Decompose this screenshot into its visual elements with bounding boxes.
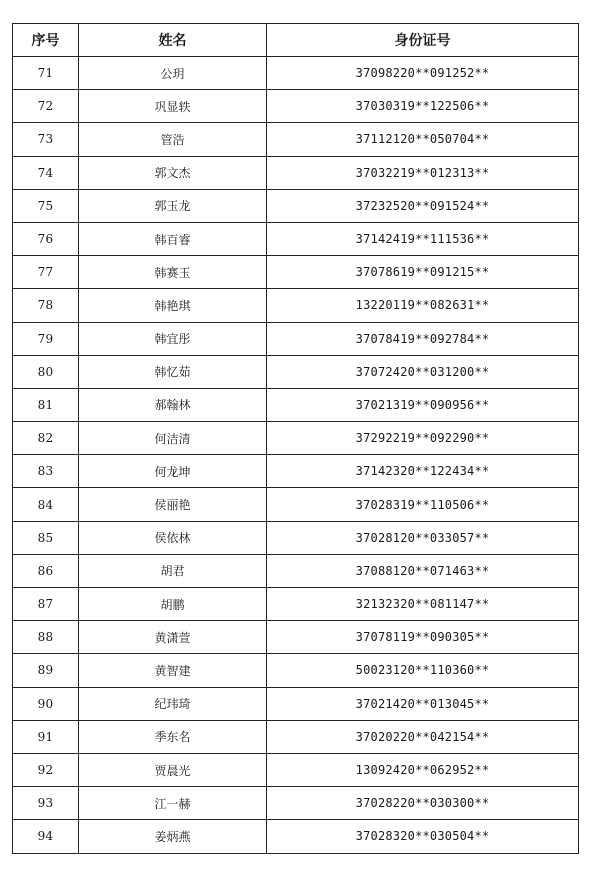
id-number-cell: 37021319**090956** bbox=[267, 388, 579, 421]
table-row bbox=[13, 90, 579, 123]
serial-number-cell: 87 bbox=[13, 588, 79, 621]
name-cell: 何龙坤 bbox=[79, 455, 267, 488]
table-row bbox=[13, 621, 579, 654]
id-number-cell: 37088120**071463** bbox=[267, 554, 579, 587]
serial-number-cell: 94 bbox=[13, 820, 79, 853]
name-cell: 郝翰林 bbox=[79, 388, 267, 421]
id-number-cell: 37142320**122434** bbox=[267, 455, 579, 488]
id-number-cell: 37021420**013045** bbox=[267, 687, 579, 720]
serial-number-cell: 80 bbox=[13, 355, 79, 388]
serial-number-cell: 90 bbox=[13, 687, 79, 720]
name-cell: 公玥 bbox=[79, 57, 267, 90]
serial-number-cell: 73 bbox=[13, 123, 79, 156]
id-number-cell: 37028220**030300** bbox=[267, 787, 579, 820]
name-cell: 姜炳燕 bbox=[79, 820, 267, 853]
id-number-cell: 37232520**091524** bbox=[267, 189, 579, 222]
table-header bbox=[13, 24, 579, 57]
table-row bbox=[13, 720, 579, 753]
id-number-cell: 37142419**111536** bbox=[267, 222, 579, 255]
name-cell: 江一赫 bbox=[79, 787, 267, 820]
table-row bbox=[13, 654, 579, 687]
id-number-cell: 37078419**092784** bbox=[267, 322, 579, 355]
table-body bbox=[13, 57, 579, 854]
serial-number-cell: 88 bbox=[13, 621, 79, 654]
serial-number-cell: 77 bbox=[13, 256, 79, 289]
name-cell: 郭玉龙 bbox=[79, 189, 267, 222]
header-name: 姓名 bbox=[79, 24, 267, 57]
table-row bbox=[13, 455, 579, 488]
table-row bbox=[13, 687, 579, 720]
id-number-cell: 37098220**091252** bbox=[267, 57, 579, 90]
serial-number-cell: 78 bbox=[13, 289, 79, 322]
serial-number-cell: 91 bbox=[13, 720, 79, 753]
table-row bbox=[13, 189, 579, 222]
id-number-cell: 50023120**110360** bbox=[267, 654, 579, 687]
name-cell: 胡鹏 bbox=[79, 588, 267, 621]
id-number-cell: 37028319**110506** bbox=[267, 488, 579, 521]
serial-number-cell: 76 bbox=[13, 222, 79, 255]
serial-number-cell: 92 bbox=[13, 753, 79, 786]
id-number-cell: 37072420**031200** bbox=[267, 355, 579, 388]
id-number-cell: 32132320**081147** bbox=[267, 588, 579, 621]
table-row bbox=[13, 820, 579, 853]
name-cell: 郭文杰 bbox=[79, 156, 267, 189]
name-cell: 侯丽艳 bbox=[79, 488, 267, 521]
id-number-cell: 37020220**042154** bbox=[267, 720, 579, 753]
header-serial-number: 序号 bbox=[13, 24, 79, 57]
serial-number-cell: 82 bbox=[13, 422, 79, 455]
table-row bbox=[13, 488, 579, 521]
id-number-cell: 37078619**091215** bbox=[267, 256, 579, 289]
table-row bbox=[13, 388, 579, 421]
name-cell: 韩百睿 bbox=[79, 222, 267, 255]
table-row bbox=[13, 289, 579, 322]
id-number-cell: 13092420**062952** bbox=[267, 753, 579, 786]
serial-number-cell: 74 bbox=[13, 156, 79, 189]
id-number-cell: 37032219**012313** bbox=[267, 156, 579, 189]
id-number-cell: 37030319**122506** bbox=[267, 90, 579, 123]
name-cell: 胡君 bbox=[79, 554, 267, 587]
name-cell: 韩忆茹 bbox=[79, 355, 267, 388]
table-row bbox=[13, 156, 579, 189]
table-row bbox=[13, 422, 579, 455]
table-row bbox=[13, 256, 579, 289]
name-cell: 侯依林 bbox=[79, 521, 267, 554]
serial-number-cell: 79 bbox=[13, 322, 79, 355]
table-row bbox=[13, 222, 579, 255]
table-row bbox=[13, 554, 579, 587]
id-number-cell: 37028320**030504** bbox=[267, 820, 579, 853]
name-cell: 季东名 bbox=[79, 720, 267, 753]
name-cell: 贾晨光 bbox=[79, 753, 267, 786]
serial-number-cell: 72 bbox=[13, 90, 79, 123]
name-cell: 黄智建 bbox=[79, 654, 267, 687]
table-row bbox=[13, 588, 579, 621]
serial-number-cell: 84 bbox=[13, 488, 79, 521]
id-number-cell: 37028120**033057** bbox=[267, 521, 579, 554]
serial-number-cell: 71 bbox=[13, 57, 79, 90]
roster-table bbox=[12, 23, 579, 854]
name-cell: 何洁清 bbox=[79, 422, 267, 455]
name-cell: 纪玮琦 bbox=[79, 687, 267, 720]
serial-number-cell: 89 bbox=[13, 654, 79, 687]
name-cell: 巩显轶 bbox=[79, 90, 267, 123]
name-cell: 韩宜彤 bbox=[79, 322, 267, 355]
table-row bbox=[13, 355, 579, 388]
name-cell: 黄潇萱 bbox=[79, 621, 267, 654]
table-row bbox=[13, 787, 579, 820]
serial-number-cell: 85 bbox=[13, 521, 79, 554]
serial-number-cell: 86 bbox=[13, 554, 79, 587]
name-cell: 韩艳琪 bbox=[79, 289, 267, 322]
id-number-cell: 37292219**092290** bbox=[267, 422, 579, 455]
id-number-cell: 37112120**050704** bbox=[267, 123, 579, 156]
id-number-cell: 37078119**090305** bbox=[267, 621, 579, 654]
id-number-cell: 13220119**082631** bbox=[267, 289, 579, 322]
name-cell: 韩赛玉 bbox=[79, 256, 267, 289]
serial-number-cell: 93 bbox=[13, 787, 79, 820]
table-row bbox=[13, 753, 579, 786]
table-row bbox=[13, 521, 579, 554]
header-row bbox=[13, 24, 579, 57]
serial-number-cell: 83 bbox=[13, 455, 79, 488]
serial-number-cell: 81 bbox=[13, 388, 79, 421]
header-id-number: 身份证号 bbox=[267, 24, 579, 57]
table-row bbox=[13, 322, 579, 355]
table-row bbox=[13, 57, 579, 90]
table-row bbox=[13, 123, 579, 156]
name-cell: 管浩 bbox=[79, 123, 267, 156]
serial-number-cell: 75 bbox=[13, 189, 79, 222]
